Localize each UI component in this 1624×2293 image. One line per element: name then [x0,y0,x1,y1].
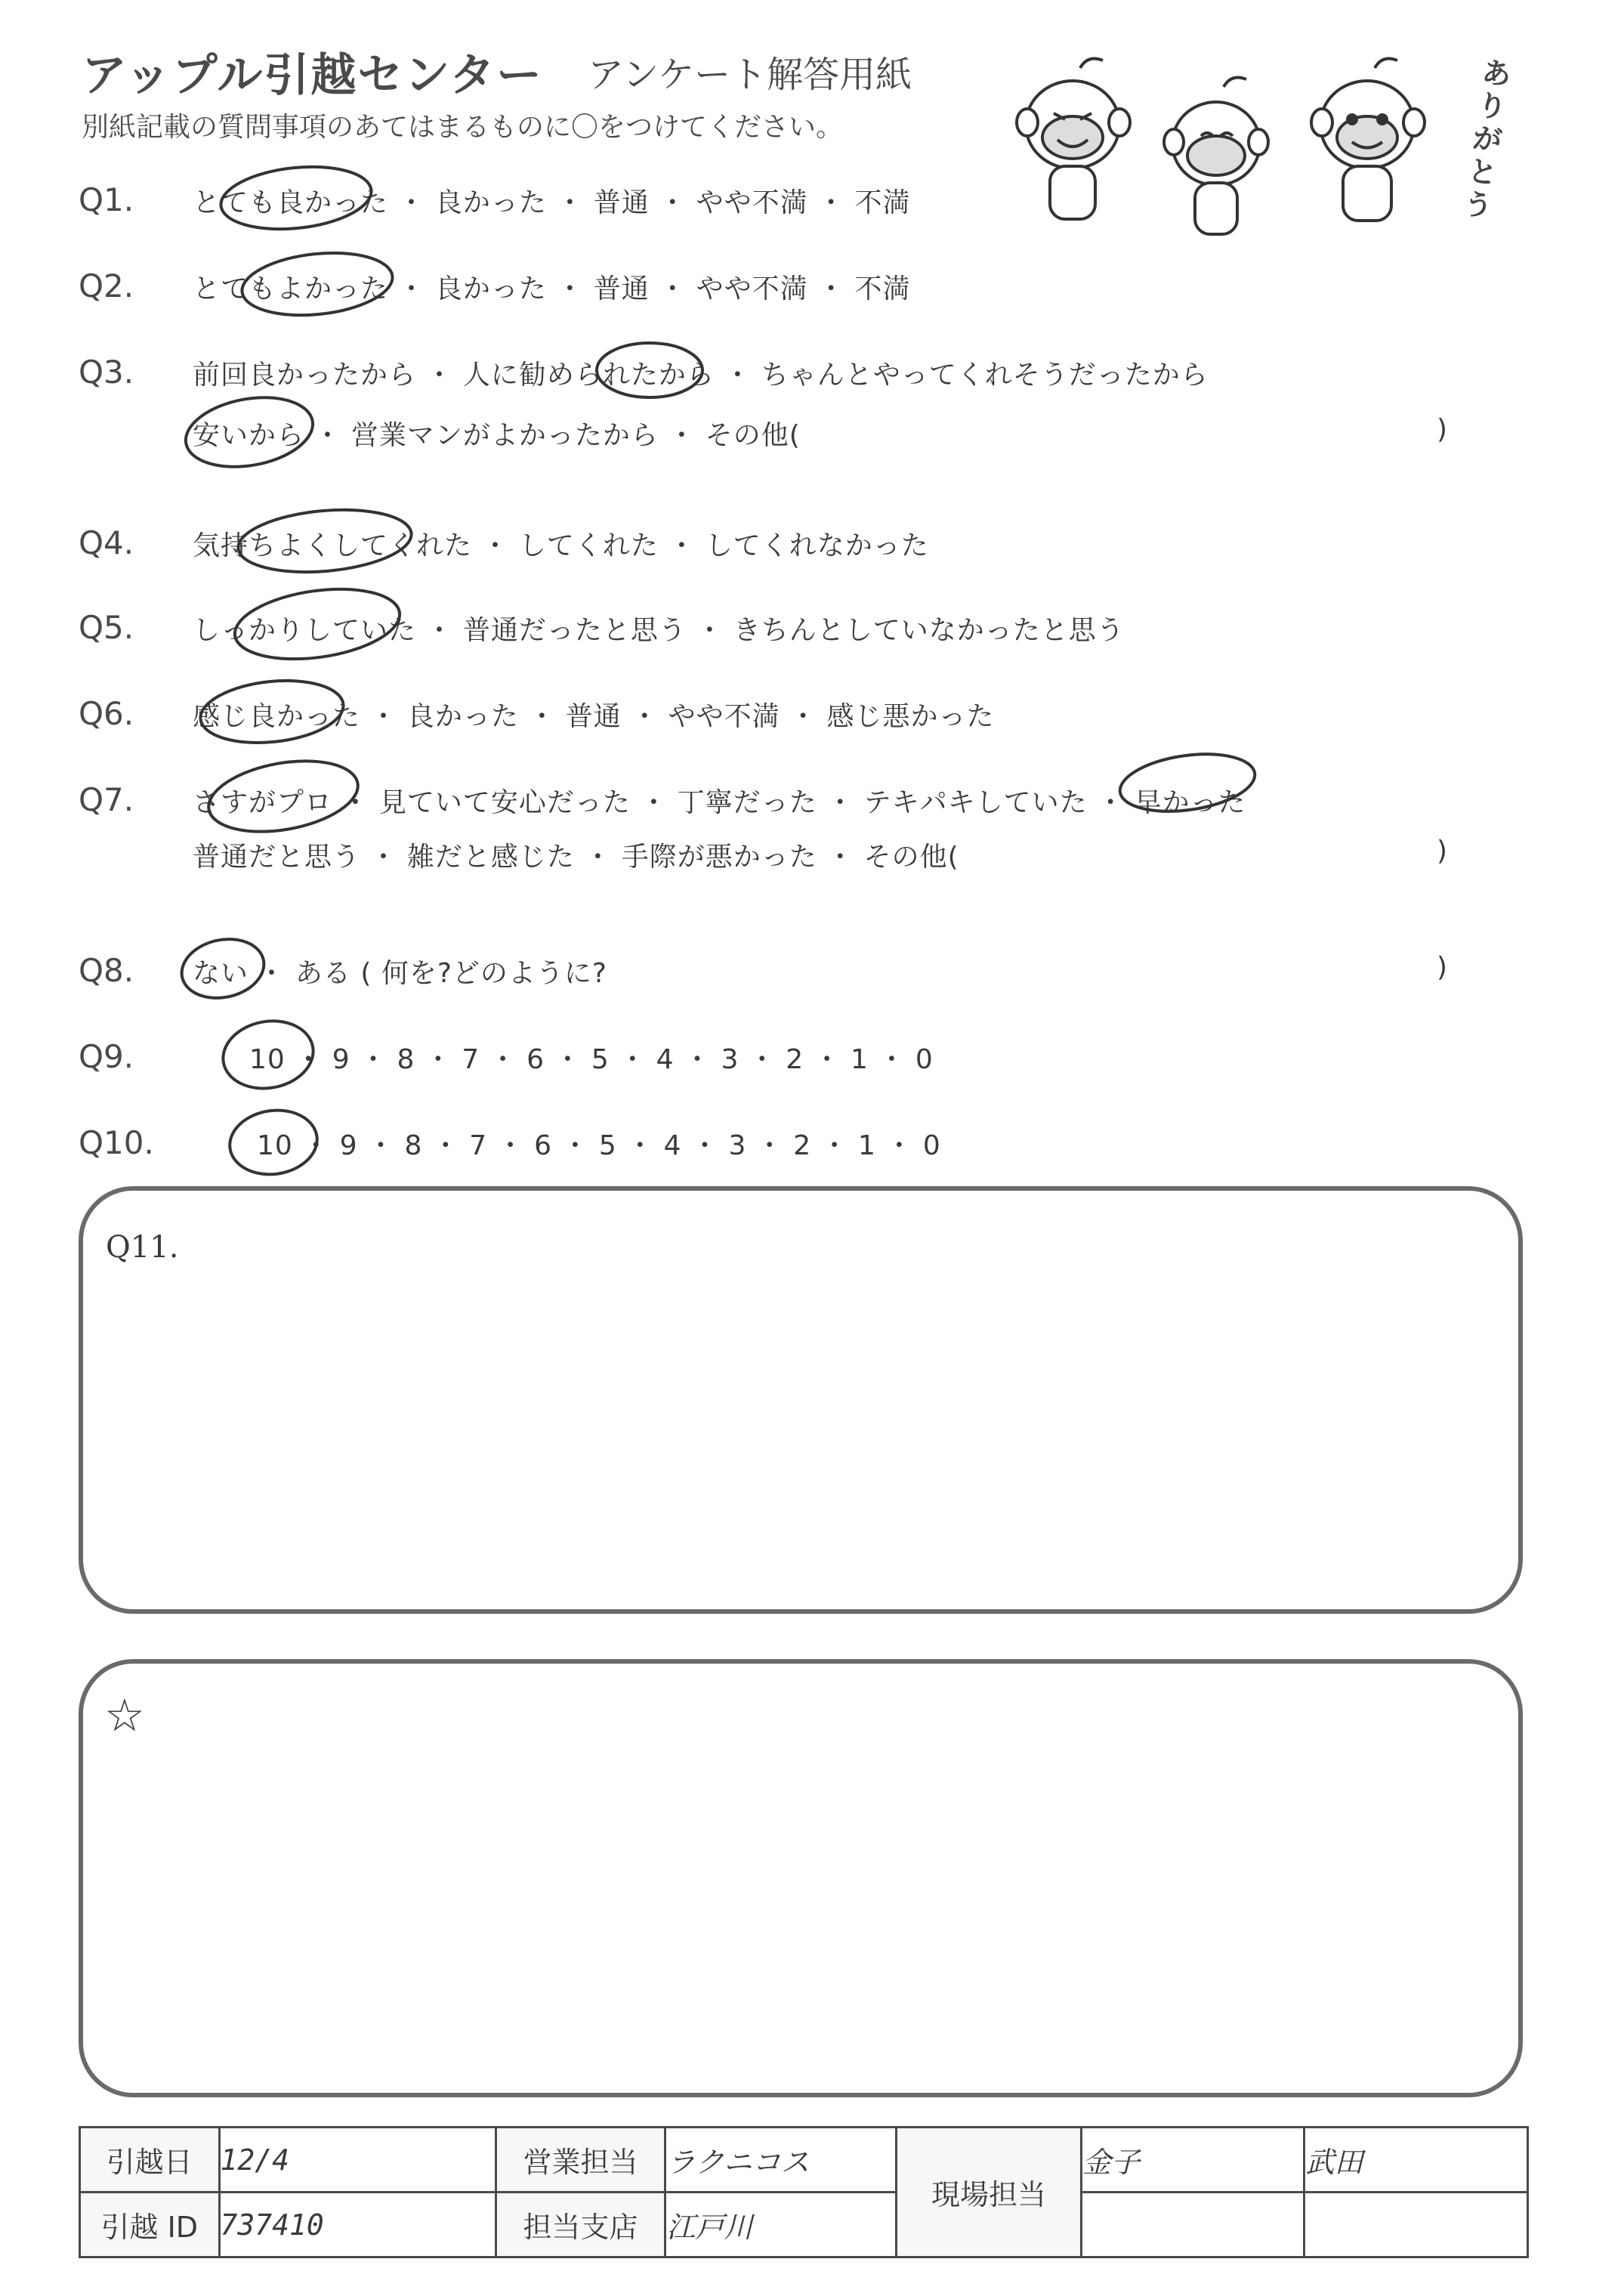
move-info-table [79,2126,1529,2258]
q5-label: Q5. [79,609,134,646]
q10-label: Q10. [79,1124,154,1161]
q8-label: Q8. [79,952,134,989]
field-staff-label: 現場担当 [897,2128,1082,2257]
field-staff-empty-cell-1 [1082,2193,1304,2257]
q11-label: Q11. [106,1230,179,1265]
sales-rep-value: ラクニコス [665,2128,897,2193]
q8-options: ない ・ ある ( 何を?どのように? [193,958,608,989]
q5-options: しっかりしていた ・ 普通だったと思う ・ きちんとしていなかったと思う [193,615,1125,646]
q9-label: Q9. [79,1038,134,1075]
q3-options-line2: 安いから ・ 営業マンがよかったから ・ その他( [193,420,801,451]
move-date-label: 引越日 [80,2128,220,2193]
q8-close-paren: ) [1437,952,1448,983]
q3-label: Q3. [79,354,134,391]
q4-options: 気持ちよくしてくれた ・ してくれた ・ してくれなかった [193,530,929,561]
q6-options: 感じ良かった ・ 良かった ・ 普通 ・ やや不満 ・ 感じ悪かった [193,701,995,732]
star-comment-box [79,1659,1523,2097]
field-staff-2: 武田 [1304,2128,1528,2193]
q1-label: Q1. [79,181,134,218]
q2-label: Q2. [79,267,134,304]
q3-close-paren: ) [1437,414,1448,445]
star-icon: ☆ [104,1689,145,1742]
q2-options: とてもよかった ・ 良かった ・ 普通 ・ やや不満 ・ 不満 [193,273,911,304]
branch-label: 担当支店 [496,2193,665,2257]
q6-label: Q6. [79,695,134,732]
field-staff-empty-cell-2 [1304,2193,1528,2257]
q7-options-line2: 普通だと思う ・ 雑だと感じた ・ 手際が悪かった ・ その他( [193,842,959,873]
mascot-caption: ありがとう [1461,54,1514,224]
q4-label: Q4. [79,524,134,561]
move-id-value: 737410 [219,2193,496,2257]
form-title: アップル引越センター [82,49,543,102]
branch-value: 江戸川 [665,2193,897,2257]
sales-rep-label: 営業担当 [496,2128,665,2193]
q9-scale: 10 ・ 9 ・ 8 ・ 7 ・ 6 ・ 5 ・ 4 ・ 3 ・ 2 ・ 1 ・ 0 [249,1044,934,1075]
form-instruction: 別紙記載の質問事項のあてはまるものに〇をつけてください。 [82,112,844,143]
move-date-value: 12/4 [219,2128,496,2193]
q7-options-line1: さすがプロ ・ 見ていて安心だった ・ 丁寧だった ・ テキパキしていた ・ 早かった [193,787,1246,818]
q3-options-line1: 前回良かったから ・ 人に勧められたから ・ ちゃんとやってくれそうだったから [193,360,1209,391]
form-subtitle: アンケート解答用紙 [588,54,912,96]
move-id-label: 引越 ID [80,2193,220,2257]
q1-options: とても良かった ・ 良かった ・ 普通 ・ やや不満 ・ 不満 [193,187,911,218]
field-staff-1: 金子 [1082,2128,1304,2193]
monkey-mascot-illustration [997,53,1541,242]
q11-comment-box [79,1186,1523,1614]
q10-scale: 10 ・ 9 ・ 8 ・ 7 ・ 6 ・ 5 ・ 4 ・ 3 ・ 2 ・ 1 ・ 0 [257,1130,941,1161]
q7-label: Q7. [79,781,134,818]
q7-close-paren: ) [1437,836,1448,867]
